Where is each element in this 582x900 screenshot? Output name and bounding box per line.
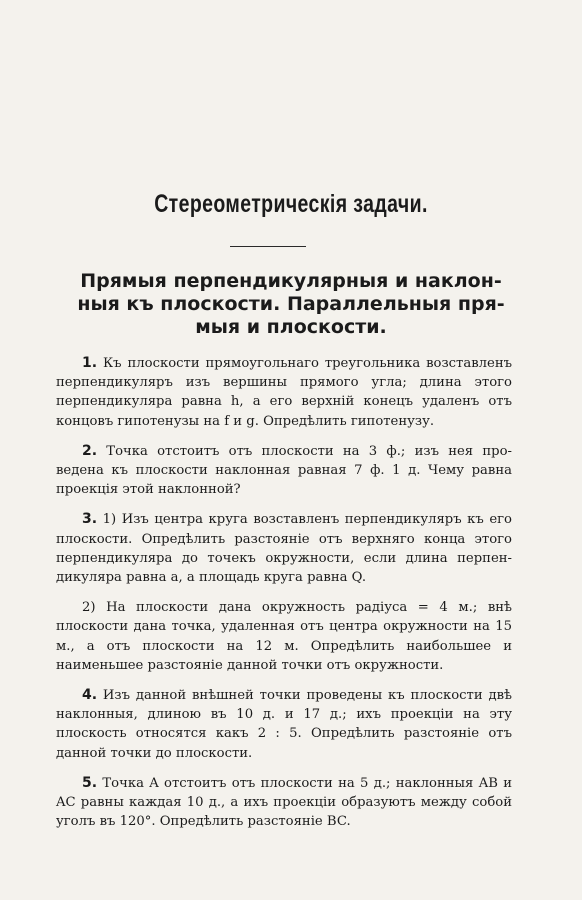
page-title: Стереометрическія задачи. <box>154 190 428 218</box>
problem-line: перпендикуляра равна h, а его верхній конецъ удаленъ отъ <box>56 394 512 410</box>
problem-number: 5. <box>82 774 98 791</box>
section-heading-line-2: ныя къ плоскости. Параллельныя пря- <box>77 293 505 315</box>
section-heading-line-1: Прямыя перпендикулярныя и наклон- <box>80 270 502 292</box>
problem-line: Къ плоскости прямоугольнаго треугольника возставленъ <box>102 356 512 371</box>
problem-5 <box>56 774 512 832</box>
problem-line: 1) Изъ центра круга возставленъ перпендикуляръ къ его <box>102 512 512 528</box>
problem-line: дикуляра равна a, а площадь круга равна Q. <box>56 570 367 586</box>
problem-line: проекція этой наклонной? <box>56 482 241 498</box>
problem-line: на 15 м., а отъ плоскости на 12 м. Опредѣлить наибольшее <box>56 619 512 654</box>
problem-line: и наименьшее разстояніе данной точки отъ окружности. <box>56 638 513 673</box>
section-heading-line-3: мыя и плоскости. <box>195 316 387 338</box>
problem-line: между собой уголъ въ 120°. Опредѣлить разстояніе BC. <box>56 795 512 830</box>
problem-number: 1. <box>82 355 98 371</box>
problem-line: Изъ данной внѣшней точки проведены къ плоскости <box>102 688 483 704</box>
problem-line: плоскости. Опредѣлить разстояніе отъ верхняго конца этого <box>56 531 512 547</box>
problem-line: концовъ гипотенузы на f и g. Опредѣлить гипотенузу. <box>56 413 435 429</box>
problem-3-part-2 <box>56 598 512 675</box>
title-divider <box>230 246 306 247</box>
problem-line: двѣ наклонныя, длиною въ 10 д. и 17 д.; ихъ проекціи на <box>56 688 512 723</box>
problem-1 <box>56 354 512 431</box>
problem-2 <box>56 442 512 500</box>
problem-line: плоскости дана точка, удаленная отъ центра окружности <box>56 619 468 635</box>
problem-number: 3. <box>82 511 98 528</box>
problem-line: Точка отстоитъ отъ плоскости на 3 ф.; изъ нея про- <box>106 443 512 459</box>
section-heading <box>0 270 582 339</box>
problem-4 <box>56 686 512 763</box>
problem-line: эту плоскость относятся какъ 2 : 5. Опредѣлить разстояніе <box>56 707 512 742</box>
problem-line: Точка A отстоитъ отъ плоскости на 5 д.; наклонныя <box>102 775 474 791</box>
problem-line: перпендикуляра до точекъ окружности, если длина перпен- <box>56 550 512 566</box>
problem-3 <box>56 510 512 587</box>
problem-list <box>56 354 512 842</box>
problem-line: 2) На плоскости дана окружность радіуса = 4 м.; внѣ <box>82 600 512 616</box>
problem-number: 2. <box>82 442 98 459</box>
problem-line: ведена къ плоскости наклонная равная 7 ф. 1 д. Чему равна <box>56 463 512 479</box>
problem-line: AB и AC равны каждая 10 д., а ихъ проекціи образуютъ <box>56 775 512 811</box>
problem-number: 4. <box>82 687 98 704</box>
problem-line: отъ данной точки до плоскости. <box>56 726 512 761</box>
problem-line: перпендикуляръ изъ вершины прямого угла; длина этого <box>56 375 512 391</box>
